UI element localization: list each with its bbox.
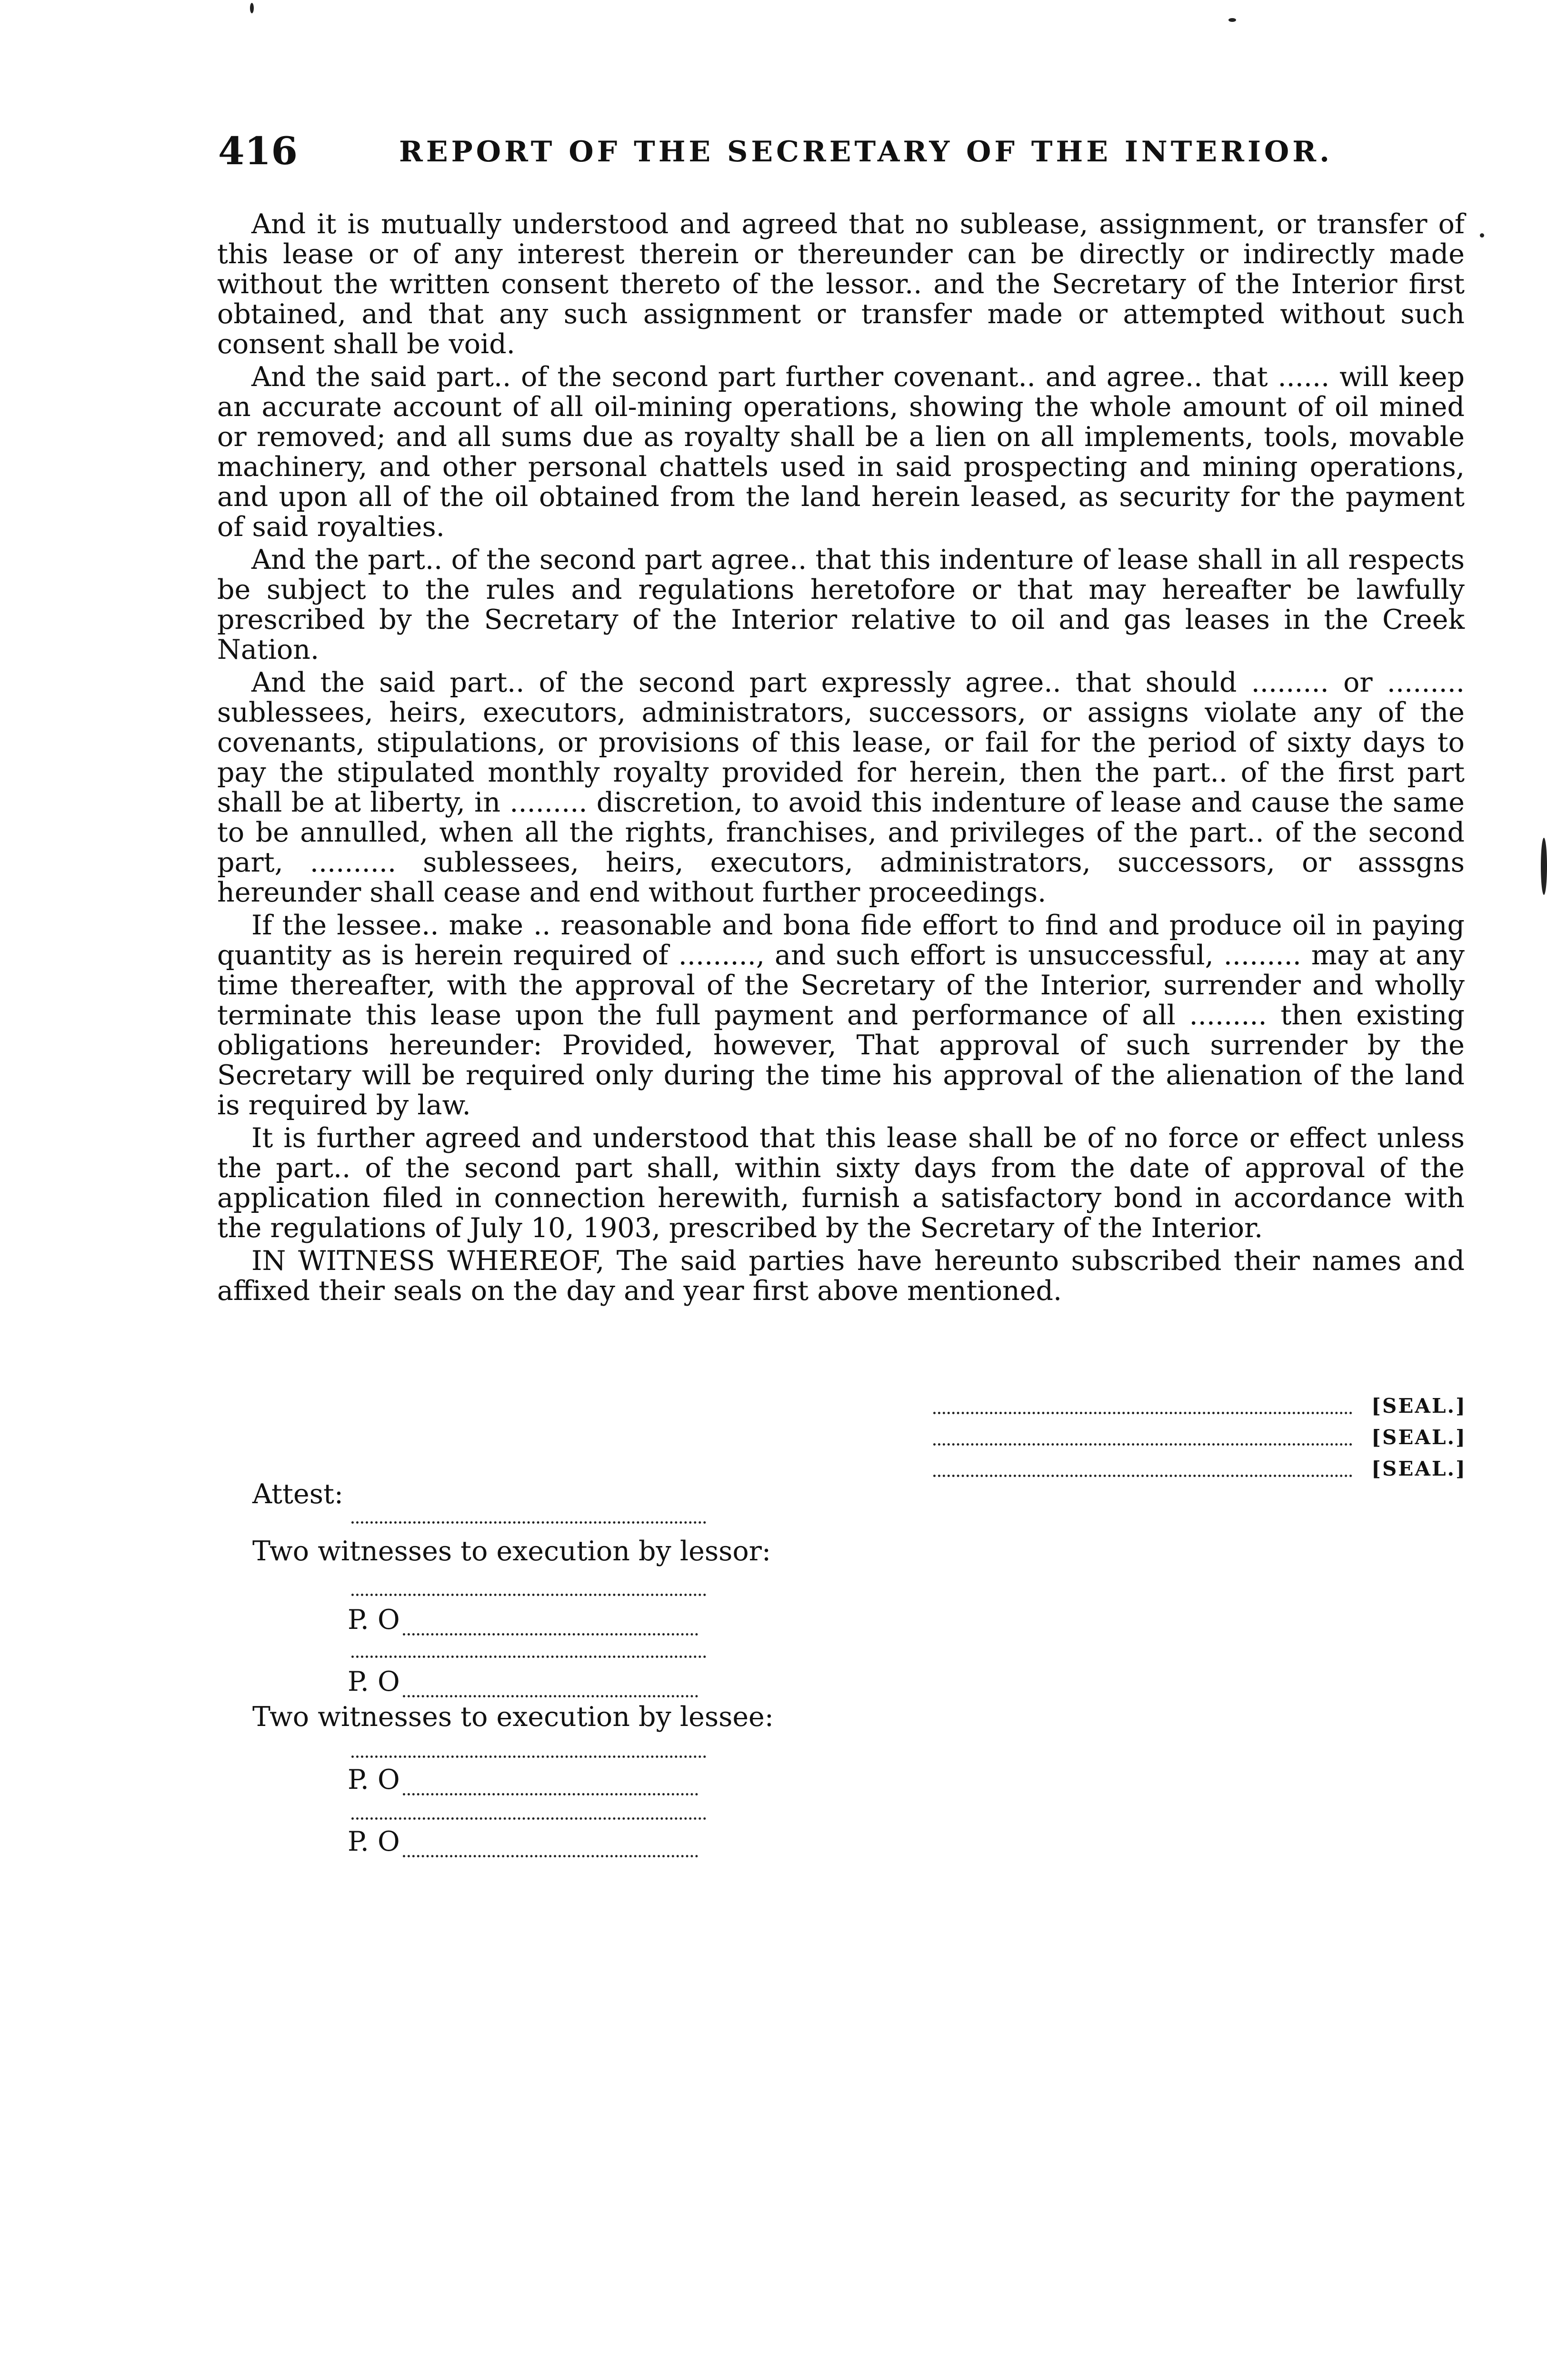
paragraph-accounting: And the said part.. of the second part further covenant.. and agree.. that ...... will keep an accurate account of all oil-mining operations, showing the whole amount of oil mined or removed; and all sums due as royalty shall be a lien on all implements, tools, movable machinery, and other personal chattels used in said prospecting and mining operations, and upon all of the oil obtained from the land herein leased, as security for the payment of said royalties. (217, 361, 1465, 543)
paragraph-bond: It is further agreed and understood that this lease shall be of no force or effect unless the part.. of the second part shall, within sixty days from the date of approval of the application filed in connection herewith, furnish a satisfactory bond in accordance with the regulations of July 10, 1903, prescribed by the Secretary of the Interior. (217, 1122, 1465, 1244)
lessor-witness-2-po (348, 1666, 698, 1697)
scan-speck (250, 3, 254, 13)
page-number: 416 (218, 129, 298, 173)
scan-edge-mark (1541, 838, 1547, 895)
lessor-witness-1-po (348, 1604, 698, 1636)
paragraph-witness-whereof: IN WITNESS WHEREOF, The said parties have hereunto subscribed their names and affixed their seals on the day and year first above mentioned. (217, 1245, 1465, 1307)
signature-blank (933, 1398, 1352, 1414)
po-address-blank (403, 1671, 698, 1697)
lessee-witness-1-po (348, 1764, 698, 1795)
lessee-witness-1-signature-blank (351, 1755, 706, 1758)
po-address-blank (403, 1831, 698, 1857)
po-label: P. O (348, 1764, 400, 1795)
lessor-witness-2-signature-blank (351, 1656, 706, 1658)
lessee-witness-heading: Two witnesses to execution by lessee: (252, 1701, 774, 1733)
attest-label: Attest: (252, 1478, 344, 1510)
lease-text (217, 209, 1465, 1306)
seal-label: [SEAL.] (1371, 1425, 1467, 1449)
seal-signature-line (933, 1390, 1467, 1421)
seal-label: [SEAL.] (1371, 1394, 1467, 1418)
seal-signature-line (933, 1421, 1467, 1453)
seal-signature-block (933, 1390, 1467, 1484)
attest-signature-blank (351, 1521, 706, 1524)
paragraph-assignment: And it is mutually understood and agreed that no sublease, assignment, or transfer of this lease or of any interest therein or thereunder can be directly or indirectly made without the written consent thereto of the lessor.. and the Secretary of the Interior first obtained, and that any such assignment or transfer made or attempted without such consent shall be void. (217, 208, 1465, 360)
po-address-blank (403, 1769, 698, 1795)
paragraph-violation: And the said part.. of the second part expressly agree.. that should ......... or ......... sublessees, heirs, executors, administrators, successors, or assigns violate any of the covenants, stipulations, or provisions of this lease, or fail for the period of sixty days to pay the stipulated monthly royalty provided for herein, then the part.. of the first part shall be at liberty, in ......... discretion, to avoid this indenture of lease and cause the same to be annulled, when all the rights, franchises, and privileges of the part.. of the second part, .......... sublessees, heirs, executors, administrators, successors, or asssgns hereunder shall cease and end without further proceedings. (217, 667, 1465, 908)
seal-signature-line (933, 1453, 1467, 1484)
paragraph-surrender: If the lessee.. make .. reasonable and bona fide effort to find and produce oil in paying quantity as is herein required of ........., and such effort is unsuccessful, ......... may at any time thereafter, with the approval of the Secretary of the Interior, surrender and wholly terminate this lease upon the full payment and performance of all ......... then existing obligations hereunder: Provided, however, That approval of such surrender by the Secretary will be required only during the time his approval of the alienation of the land is required by law. (217, 910, 1465, 1121)
seal-label: [SEAL.] (1371, 1457, 1467, 1480)
page-header (218, 129, 1333, 176)
lessor-witness-1-signature-blank (351, 1594, 706, 1596)
lessee-witness-2-signature-blank (351, 1817, 706, 1820)
po-label: P. O (348, 1604, 400, 1636)
lessor-witness-heading: Two witnesses to execution by lessor: (252, 1536, 771, 1567)
signature-blank (933, 1460, 1352, 1477)
running-title: REPORT OF THE SECRETARY OF THE INTERIOR. (399, 135, 1333, 169)
signature-blank (933, 1429, 1352, 1446)
scan-speck (1228, 18, 1236, 22)
paragraph-regulations: And the part.. of the second part agree.. that this indenture of lease shall in all respects be subject to the rules and regulations heretofore or that may hereafter be lawfully prescribed by the Secretary of the Interior relative to oil and gas leases in the Creek Nation. (217, 544, 1465, 665)
po-label: P. O (348, 1666, 400, 1697)
po-address-blank (403, 1609, 698, 1636)
po-label: P. O (348, 1826, 400, 1857)
lessee-witness-2-po (348, 1826, 698, 1857)
scan-speck (1480, 233, 1484, 238)
